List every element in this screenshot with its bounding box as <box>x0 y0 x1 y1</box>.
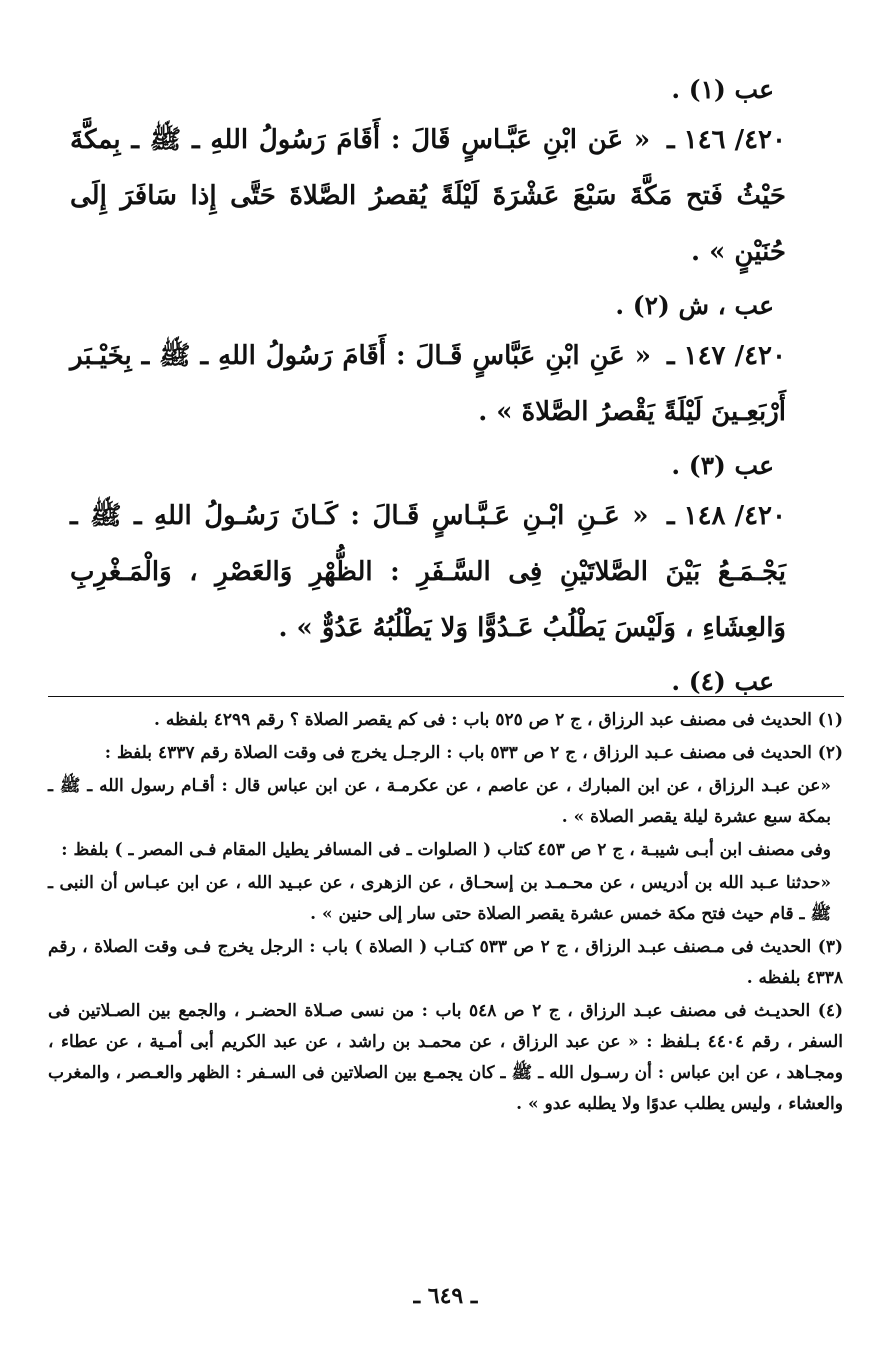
footnote-2-quote: «عن عبـد الرزاق ، عن ابن المبارك ، عن عاصم ، عن عكرمـة ، عن ابن عباس قال : أقـام رسول الله ـ ﷺ ـ بمكة سبع عشرة ليلة يقصر الصلاة » . <box>48 776 831 827</box>
footnotes <box>48 705 843 1122</box>
footnote-1: (١) الحديث فى مصنف عبد الرزاق ، ج ٢ ص ٥٢٥ باب : فى كم يقصر الصلاة ؟ رقم ٤٢٩٩ بلفظه . <box>154 710 843 730</box>
hadith-text: « عَـنِ ابْـنِ عَـبَّـاسٍ قَـالَ : كَـانَ رَسُـولُ اللهِ ـ ﷺ ـ يَجْـمَـعُ بَيْنَ الصَّلاتَيْنِ فِى السَّـفَرِ : الظُّهْرِ وَالعَصْرِ ، وَالْمَـغْرِبِ وَالعِشَاءِ ، وَلَيْسَ يَطْلُبُ عَـدُوًّا وَلا يَطْلُبُهُ عَدُوٌّ » . <box>70 501 786 643</box>
source-ref-4: عب (٤) . <box>671 667 774 696</box>
source-ref-3: عب (٣) . <box>671 451 774 480</box>
page-number: ـ ٦٤٩ ـ <box>413 1283 478 1309</box>
hadith-146 <box>70 112 786 280</box>
source-ref-1: عب (١) . <box>671 75 774 104</box>
hadith-text: « عَنِ ابْنِ عَبَّاسٍ قَـالَ : أَقَامَ رَسُولُ اللهِ ـ ﷺ ـ بِخَيْـبَر أَرْبَعِـينَ لَيْلَةً يَقْصرُ الصَّلاةَ » . <box>70 341 786 427</box>
footnote-2-source: وفى مصنف ابن أبـى شيبـة ، ج ٢ ص ٤٥٣ كتاب ( الصلوات ـ فى المسافر يطيل المقام فـى المصر ـ ) بلفظ : <box>61 840 831 860</box>
hadith-number: ٤٢٠/ ١٤٧ ـ <box>666 341 786 371</box>
main-text <box>70 70 786 702</box>
footnote-4: (٤) الحديـث فى مصنف عبـد الرزاق ، ج ٢ ص ٥٤٨ باب : من نسى صـلاة الحضـر ، والجمع بين الصـلاتين فى السفر ، رقم ٤٤٠٤ بـلفظ : « عن عبد الرزاق ، عن محمـد بن راشد ، عن عبد الكريم أبى أمـية ، عن عطاء ، ومجـاهد ، عن ابن عباس : أن رسـول الله ـ ﷺ ـ كان يجمـع بين الصلاتين فى السـفر : الظهر والعـصر ، والمغرب والعشاء ، وليس يطلب عدوًا ولا يطلبه عدو » . <box>48 1001 843 1114</box>
footnote-2-quote-2: «حدثنا عـبد الله بن أدريس ، عن محـمـد بن إسحـاق ، عن الزهرى ، عن عبـيد الله ، عن ابن عبـاس أن النبى ـ ﷺ ـ قام حيث فتح مكة خمس عشرة يقصر الصلاة حتى سار إلى حنين » . <box>48 873 831 924</box>
hadith-number: ٤٢٠/ ١٤٦ ـ <box>666 125 786 155</box>
footnote-divider <box>48 696 844 697</box>
hadith-text: « عَن ابْنِ عَبَّـاسٍ قَالَ : أَقَامَ رَسُولُ اللهِ ـ ﷺ ـ بِمكَّةَ حَيْثُ فَتح مَكَّةَ سَبْعَ عَشْرَةَ لَيْلَةً يُقصرُ الصَّلاةَ حَتَّى إِذا سَافَرَ إِلَى حُنَيْنٍ » . <box>70 125 786 267</box>
footnote-3: (٣) الحديث فى مـصنف عبـد الرزاق ، ج ٢ ص ٥٣٣ كتـاب ( الصلاة ) باب : الرجل يخرج فـى وقت الصلاة ، رقم ٤٣٣٨ بلفظه . <box>48 937 844 988</box>
hadith-number: ٤٢٠/ ١٤٨ ـ <box>666 501 786 531</box>
footnote-2: (٢) الحديث فى مصنف عـبد الرزاق ، ج ٢ ص ٥٣٣ باب : الرجـل يخرج فى وقت الصلاة رقم ٤٣٣٧ بلفظ : <box>104 743 843 763</box>
source-ref-2: عب ، ش (٢) . <box>615 291 774 320</box>
hadith-148 <box>70 488 786 656</box>
hadith-147 <box>70 328 786 440</box>
